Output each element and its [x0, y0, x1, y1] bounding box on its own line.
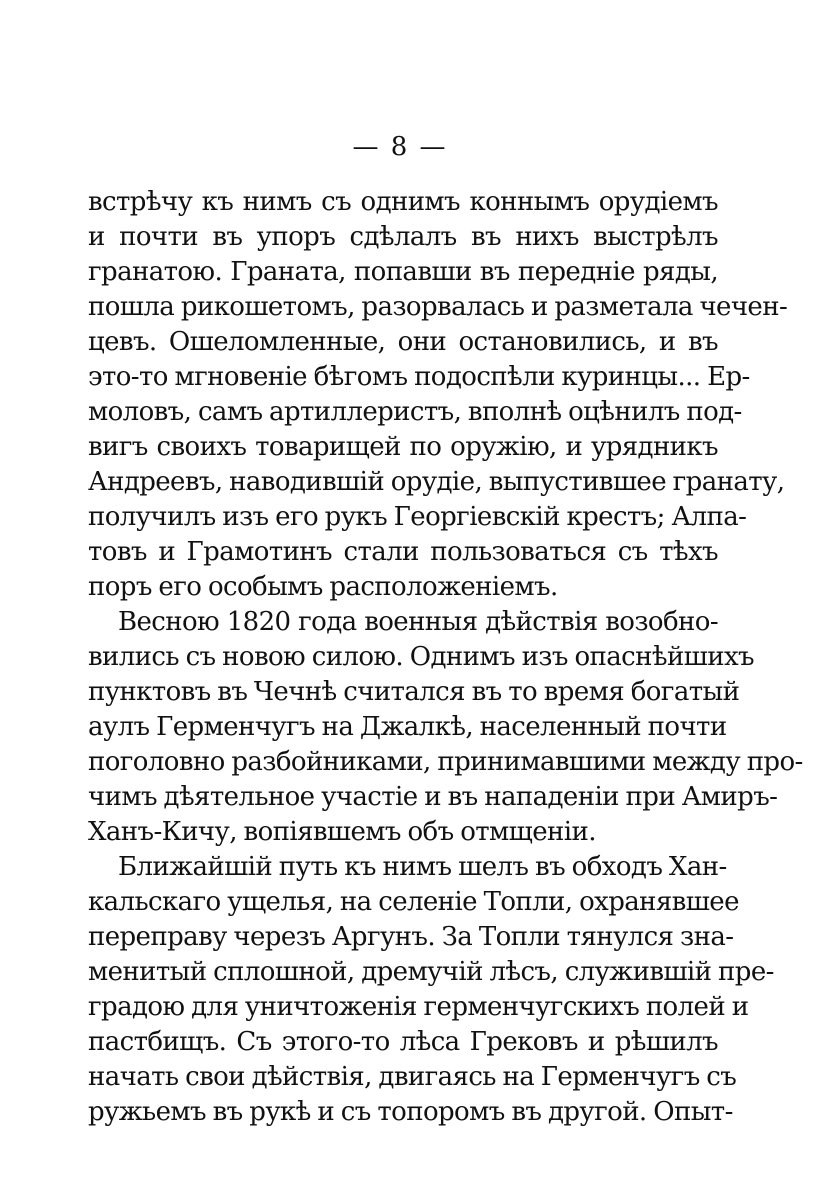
text-line: ружьемъ въ рукѣ и съ топоромъ въ другой. Опыт- [88, 1097, 733, 1127]
text-line: это-то мгновеніе бѣгомъ подоспѣли куринцы... Ер- [88, 362, 750, 392]
text-line: переправу черезъ Аргунъ. За Топли тянулся зна- [88, 922, 734, 952]
page-number: — 8 — [352, 132, 448, 162]
text-line: Ханъ-Кичу, вопіявшемъ объ отмщеніи. [88, 817, 596, 847]
text-line: пастбищъ. Съ этого-то лѣса Грековъ и рѣшилъ [88, 1027, 718, 1057]
text-line: аулъ Герменчугъ на Джалкѣ, населенный почти [88, 712, 727, 742]
text-line: товъ и Грамотинъ стали пользоваться съ тѣхъ [88, 537, 718, 567]
paragraph-start-line: Весною 1820 года военныя дѣйствія возобно- [118, 607, 718, 637]
text-line: пошла рикошетомъ, разорвалась и разметала чечен- [88, 292, 788, 322]
text-line: менитый сплошной, дремучій лѣсъ, служившій пре- [88, 957, 774, 987]
text-line: получилъ изъ его рукъ Георгіевскій крестъ; Алпа- [88, 502, 747, 532]
text-line: градою для уничтоженія герменчугскихъ полей и [88, 992, 749, 1022]
text-line: Андреевъ, наводившій орудіе, выпустившее гранату, [88, 467, 785, 497]
text-line: вились съ новою силою. Однимъ изъ опаснѣйшихъ [88, 642, 754, 672]
text-line: гранатою. Граната, попавши въ передніе ряды, [88, 257, 718, 287]
text-line: чимъ дѣятельное участіе и въ нападеніи при Амиръ- [88, 782, 778, 812]
text-line: поръ его особымъ расположеніемъ. [88, 572, 558, 602]
text-line: моловъ, самъ артиллеристъ, вполнѣ оцѣнилъ под- [88, 397, 742, 427]
text-line: кальскаго ущелья, на селеніе Топли, охранявшее [88, 887, 739, 917]
body-text [88, 185, 803, 1130]
text-line: пунктовъ въ Чечнѣ считался въ то время богатый [88, 677, 740, 707]
text-line: и почти въ упоръ сдѣлалъ въ нихъ выстрѣлъ [88, 222, 718, 252]
text-line: начать свои дѣйствія, двигаясь на Герменчугъ съ [88, 1062, 737, 1092]
text-line: цевъ. Ошеломленные, они остановились, и въ [88, 327, 718, 357]
text-line: встрѣчу къ нимъ съ однимъ коннымъ орудіемъ [88, 187, 718, 217]
text-line: вигъ своихъ товарищей по оружію, и урядникъ [88, 432, 718, 462]
text-line: поголовно разбойниками, принимавшими между про- [88, 747, 803, 777]
paragraph-start-line: Ближайшій путь къ нимъ шелъ въ обходъ Хан- [118, 852, 727, 882]
